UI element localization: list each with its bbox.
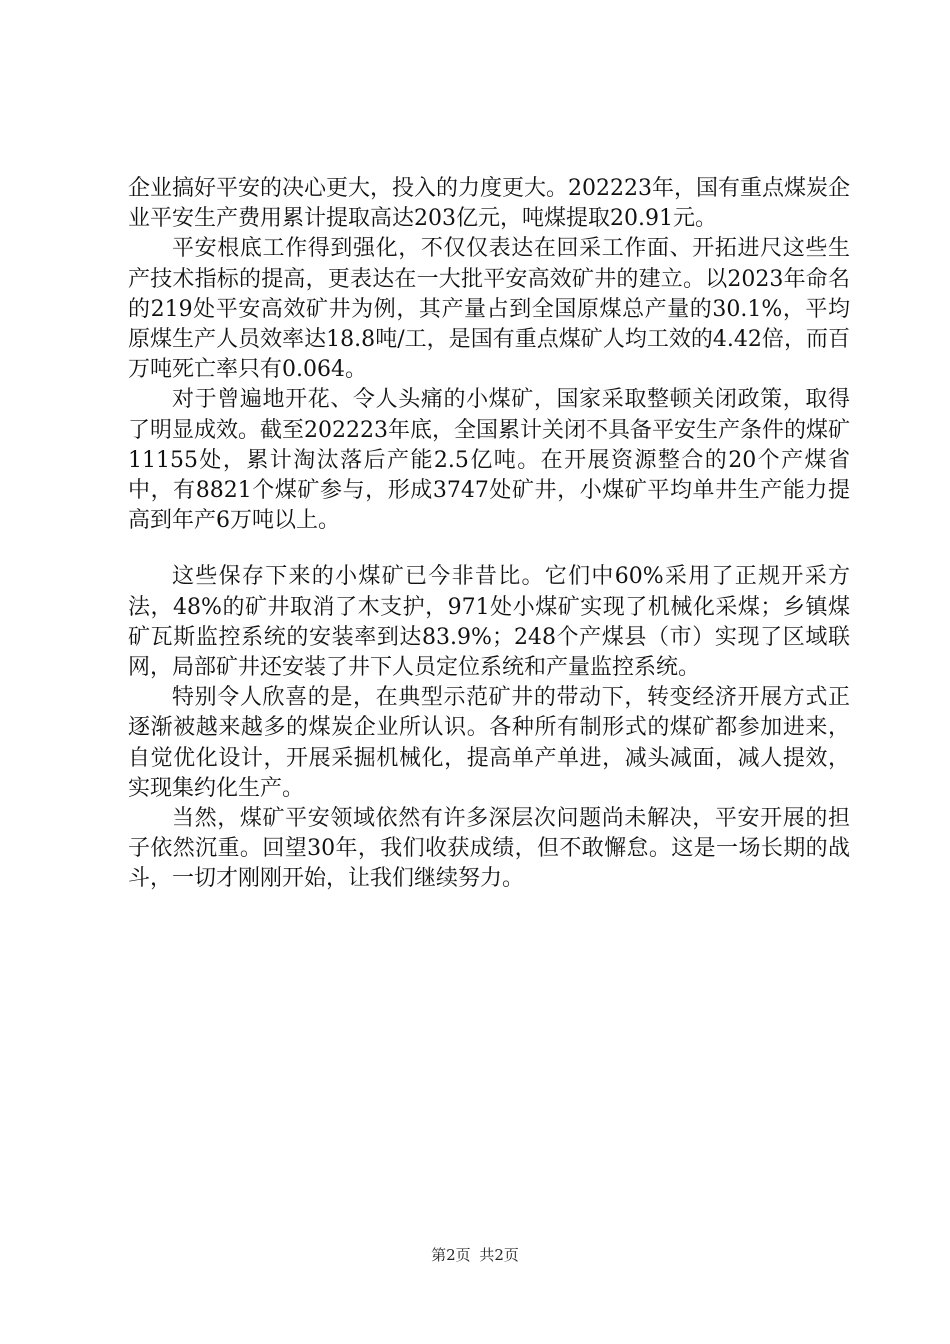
paragraph-conclusion: 当然，煤矿平安领域依然有许多深层次问题尚未解决，平安开展的担子依然沉重。回望30年，我们收获成绩，但不敢懈怠。这是一场长期的战斗，一切才刚刚开始，让我们继续努力。 xyxy=(128,806,850,892)
paragraph-continuation: 企业搞好平安的决心更大，投入的力度更大。202223年，国有重点煤炭企业平安生产费用累计提取高达203亿元，吨煤提取20.91元。 xyxy=(128,176,850,232)
paragraph-remaining-mines: 这些保存下来的小煤矿已今非昔比。它们中60%采用了正规开采方法，48%的矿井取消了木支护，971处小煤矿实现了机械化采煤；乡镇煤矿瓦斯监控系统的安装率到达83.9%；248个产煤县（市）实现了区域联网，局部矿井还安装了井下人员定位系统和产量监控系统。 xyxy=(128,564,850,681)
page-number: 第2页 xyxy=(431,1246,471,1264)
document-body xyxy=(128,174,850,895)
page-footer xyxy=(0,1245,950,1265)
paragraph-small-mine-closure: 对于曾遍地开花、令人头痛的小煤矿，国家采取整顿关闭政策，取得了明显成效。截至202223年底，全国累计关闭不具备平安生产条件的煤矿11155处，累计淘汰落后产能2.5亿吨。在开展资源整合的20个产煤省中，有8821个煤矿参与，形成3747处矿井，小煤矿平均单井生产能力提高到年产6万吨以上。 xyxy=(128,387,850,534)
page-total: 共2页 xyxy=(479,1246,519,1264)
paragraph-safety-foundation: 平安根底工作得到强化，不仅仅表达在回采工作面、开拓进尺这些生产技术指标的提高，更表达在一大批平安高效矿井的建立。以2023年命名的219处平安高效矿井为例，其产量占到全国原煤总产量的30.1%，平均原煤生产人员效率达18.8吨/工，是国有重点煤矿人均工效的4.42倍，而百万吨死亡率只有0.064。 xyxy=(128,236,850,383)
paragraph-transformation: 特别令人欣喜的是，在典型示范矿井的带动下，转变经济开展方式正逐渐被越来越多的煤炭企业所认识。各种所有制形式的煤矿都参加进来，自觉优化设计，开展采掘机械化，提高单产单进，减头减面，减人提效，实现集约化生产。 xyxy=(128,685,850,801)
